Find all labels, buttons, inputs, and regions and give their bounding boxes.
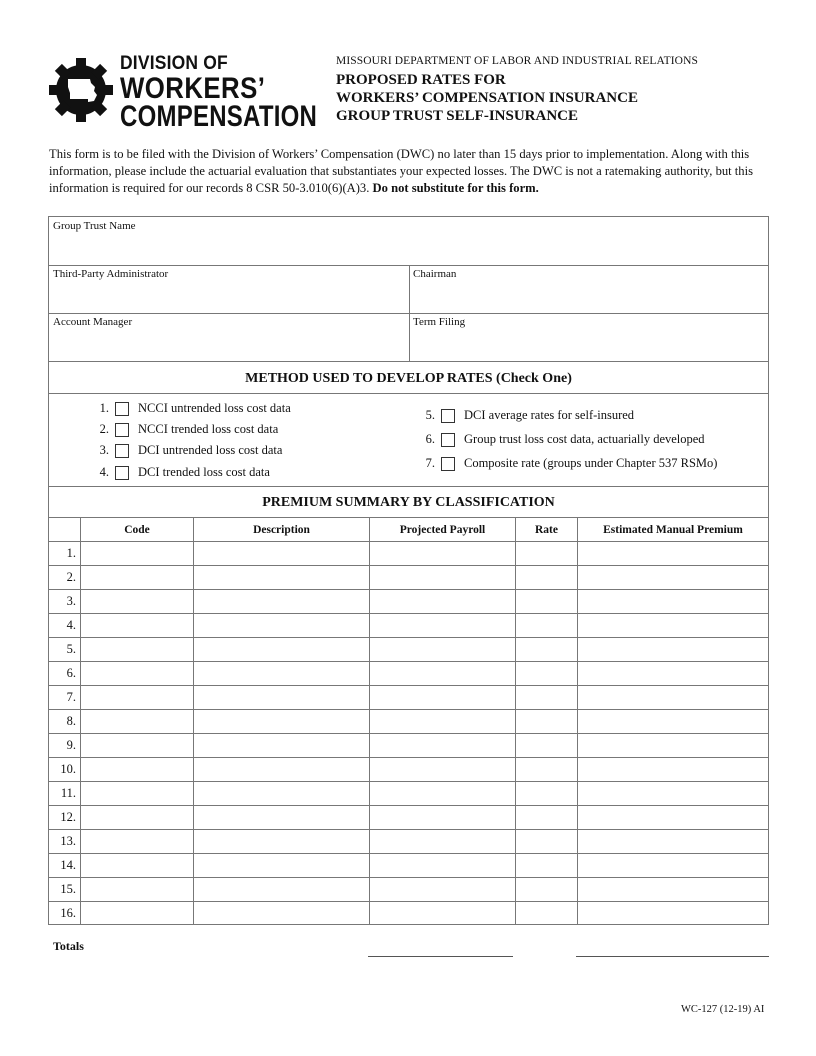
cell-description[interactable] xyxy=(194,734,368,756)
cell-rate[interactable] xyxy=(516,758,576,780)
cell-projected-payroll[interactable] xyxy=(370,878,514,900)
checkbox-1[interactable] xyxy=(115,402,129,416)
logo-line-3: COMPENSATION xyxy=(120,100,318,133)
row-number: 5. xyxy=(66,642,76,656)
cell-estimated-manual-premium[interactable] xyxy=(578,686,767,708)
cell-projected-payroll[interactable] xyxy=(370,830,514,852)
method-option-1 xyxy=(93,401,291,416)
column-header-description: Description xyxy=(253,524,310,536)
option-number: 7. xyxy=(425,456,435,470)
row-number: 16. xyxy=(60,906,76,920)
cell-projected-payroll[interactable] xyxy=(370,710,514,732)
tpa-field[interactable] xyxy=(49,266,409,313)
total-payroll-line[interactable] xyxy=(368,956,513,957)
cell-rate[interactable] xyxy=(516,566,576,588)
method-option-2 xyxy=(93,422,278,437)
cell-code[interactable] xyxy=(81,638,192,660)
cell-estimated-manual-premium[interactable] xyxy=(578,854,767,876)
option-label: DCI untrended loss cost data xyxy=(138,443,283,457)
cell-code[interactable] xyxy=(81,542,192,564)
cell-estimated-manual-premium[interactable] xyxy=(578,590,767,612)
cell-code[interactable] xyxy=(81,902,192,924)
group-trust-name-label: Group Trust Name xyxy=(53,220,136,232)
row-number: 8. xyxy=(66,714,76,728)
row-number: 6. xyxy=(66,666,76,680)
logo-line-2: WORKERS’ xyxy=(120,72,266,105)
cell-code[interactable] xyxy=(81,734,192,756)
cell-projected-payroll[interactable] xyxy=(370,638,514,660)
cell-description[interactable] xyxy=(194,638,368,660)
option-number: 6. xyxy=(425,432,435,446)
intro-bold-note: Do not substitute for this form. xyxy=(372,181,539,195)
cell-estimated-manual-premium[interactable] xyxy=(578,734,767,756)
cell-estimated-manual-premium[interactable] xyxy=(578,806,767,828)
form-number: WC-127 (12-19) AI xyxy=(681,1004,765,1015)
logo-line-1: DIVISION OF xyxy=(120,53,228,74)
method-option-7 xyxy=(419,456,717,471)
cell-description[interactable] xyxy=(194,614,368,636)
cell-projected-payroll[interactable] xyxy=(370,782,514,804)
premium-heading: PREMIUM SUMMARY BY CLASSIFICATION xyxy=(262,495,555,510)
cell-projected-payroll[interactable] xyxy=(370,614,514,636)
cell-estimated-manual-premium[interactable] xyxy=(578,830,767,852)
method-option-4 xyxy=(93,465,270,480)
cell-code[interactable] xyxy=(81,662,192,684)
cell-projected-payroll[interactable] xyxy=(370,854,514,876)
cell-projected-payroll[interactable] xyxy=(370,734,514,756)
cell-projected-payroll[interactable] xyxy=(370,686,514,708)
cell-rate[interactable] xyxy=(516,710,576,732)
row-number: 11. xyxy=(60,786,76,800)
cell-projected-payroll[interactable] xyxy=(370,758,514,780)
option-label: Group trust loss cost data, actuarially developed xyxy=(464,432,705,446)
divider xyxy=(409,265,410,361)
cell-rate[interactable] xyxy=(516,878,576,900)
row-number: 4. xyxy=(66,618,76,632)
cell-description[interactable] xyxy=(194,566,368,588)
cell-rate[interactable] xyxy=(516,782,576,804)
cell-estimated-manual-premium[interactable] xyxy=(578,758,767,780)
form-title xyxy=(336,71,638,125)
cell-rate[interactable] xyxy=(516,614,576,636)
cell-estimated-manual-premium[interactable] xyxy=(578,638,767,660)
totals-label: Totals xyxy=(53,939,84,953)
column-header-code: Code xyxy=(124,524,150,536)
total-premium-line[interactable] xyxy=(576,956,769,957)
row-number: 2. xyxy=(66,570,76,584)
cell-rate[interactable] xyxy=(516,902,576,924)
checkbox-7[interactable] xyxy=(441,457,455,471)
cell-description[interactable] xyxy=(194,854,368,876)
cell-projected-payroll[interactable] xyxy=(370,806,514,828)
cell-estimated-manual-premium[interactable] xyxy=(578,566,767,588)
row-number: 1. xyxy=(66,546,76,560)
dwc-logo xyxy=(48,52,318,133)
cell-description[interactable] xyxy=(194,830,368,852)
cell-description[interactable] xyxy=(194,758,368,780)
title-line-3: GROUP TRUST SELF-INSURANCE xyxy=(336,108,578,124)
option-label: DCI trended loss cost data xyxy=(138,465,270,479)
row-number: 12. xyxy=(60,810,76,824)
row-number: 10. xyxy=(60,762,76,776)
chairman-label: Chairman xyxy=(413,268,457,280)
logo-wordmark xyxy=(120,54,366,132)
cell-projected-payroll[interactable] xyxy=(370,590,514,612)
cell-estimated-manual-premium[interactable] xyxy=(578,542,767,564)
department-name: MISSOURI DEPARTMENT OF LABOR AND INDUSTRIAL RELATIONS xyxy=(336,55,698,67)
cell-code[interactable] xyxy=(81,782,192,804)
column-header-rate: Rate xyxy=(535,524,558,536)
column-header-projected-payroll: Projected Payroll xyxy=(399,524,486,536)
row-number: 14. xyxy=(60,858,76,872)
cell-rate[interactable] xyxy=(516,638,576,660)
chairman-field[interactable] xyxy=(410,266,768,313)
title-line-2: WORKERS’ COMPENSATION INSURANCE xyxy=(336,90,638,106)
method-option-5 xyxy=(419,408,634,423)
option-number: 3. xyxy=(99,443,109,457)
checkbox-2[interactable] xyxy=(115,423,129,437)
cell-rate[interactable] xyxy=(516,830,576,852)
cell-description[interactable] xyxy=(194,878,368,900)
cell-rate[interactable] xyxy=(516,542,576,564)
cell-projected-payroll[interactable] xyxy=(370,662,514,684)
term-filing-field[interactable] xyxy=(410,314,768,361)
form-table xyxy=(48,216,769,925)
cell-projected-payroll[interactable] xyxy=(370,902,514,924)
checkbox-4[interactable] xyxy=(115,466,129,480)
option-number: 1. xyxy=(99,401,109,415)
option-number: 5. xyxy=(425,408,435,422)
method-heading: METHOD USED TO DEVELOP RATES (Check One) xyxy=(245,371,572,386)
title-line-1: PROPOSED RATES FOR xyxy=(336,72,506,88)
cell-description[interactable] xyxy=(194,662,368,684)
cell-estimated-manual-premium[interactable] xyxy=(578,710,767,732)
option-label: Composite rate (groups under Chapter 537 RSMo) xyxy=(464,456,718,470)
divider xyxy=(49,361,768,362)
cell-estimated-manual-premium[interactable] xyxy=(578,782,767,804)
cell-description[interactable] xyxy=(194,782,368,804)
option-label: NCCI untrended loss cost data xyxy=(138,401,291,415)
cell-code[interactable] xyxy=(81,566,192,588)
cell-rate[interactable] xyxy=(516,734,576,756)
cell-code[interactable] xyxy=(81,806,192,828)
option-number: 4. xyxy=(99,465,109,479)
divider xyxy=(49,517,768,518)
method-option-6 xyxy=(419,432,705,447)
cell-description[interactable] xyxy=(194,902,368,924)
option-label: NCCI trended loss cost data xyxy=(138,422,279,436)
cell-projected-payroll[interactable] xyxy=(370,566,514,588)
account-manager-label: Account Manager xyxy=(53,316,133,328)
cell-code[interactable] xyxy=(81,854,192,876)
gear-missouri-icon xyxy=(48,57,114,123)
cell-estimated-manual-premium[interactable] xyxy=(578,662,767,684)
cell-code[interactable] xyxy=(81,758,192,780)
option-label: DCI average rates for self-insured xyxy=(464,408,635,422)
tpa-label: Third-Party Administrator xyxy=(53,268,169,280)
row-number: 15. xyxy=(60,882,76,896)
checkbox-3[interactable] xyxy=(115,444,129,458)
group-trust-name-field[interactable] xyxy=(49,217,768,265)
cell-code[interactable] xyxy=(81,710,192,732)
cell-code[interactable] xyxy=(81,590,192,612)
intro-paragraph xyxy=(49,146,769,197)
cell-rate[interactable] xyxy=(516,662,576,684)
cell-rate[interactable] xyxy=(516,854,576,876)
cell-description[interactable] xyxy=(194,590,368,612)
cell-description[interactable] xyxy=(194,710,368,732)
cell-estimated-manual-premium[interactable] xyxy=(578,614,767,636)
cell-description[interactable] xyxy=(194,542,368,564)
cell-rate[interactable] xyxy=(516,686,576,708)
term-filing-label: Term Filing xyxy=(413,316,466,328)
row-number: 7. xyxy=(66,690,76,704)
cell-estimated-manual-premium[interactable] xyxy=(578,902,767,924)
row-number: 13. xyxy=(60,834,76,848)
cell-description[interactable] xyxy=(194,686,368,708)
column-header-estimated-manual-premium: Estimated Manual Premium xyxy=(603,524,743,536)
cell-rate[interactable] xyxy=(516,590,576,612)
cell-rate[interactable] xyxy=(516,806,576,828)
row-number: 3. xyxy=(66,594,76,608)
method-option-3 xyxy=(93,443,282,458)
cell-code[interactable] xyxy=(81,830,192,852)
divider xyxy=(49,486,768,487)
account-manager-field[interactable] xyxy=(49,314,409,361)
cell-code[interactable] xyxy=(81,614,192,636)
checkbox-6[interactable] xyxy=(441,433,455,447)
cell-code[interactable] xyxy=(81,686,192,708)
divider xyxy=(49,393,768,394)
intro-text: This form is to be filed with the Division of Workers’ Compensation (DWC) no later than 15 days prior to implementation. Along with this information, please include the actuarial evaluation that substantiates your expected losses. The DWC is not a ratemaking authority, but this information is required for our records 8 CSR 50-3.010(6)(A)3. xyxy=(49,147,754,195)
cell-description[interactable] xyxy=(194,806,368,828)
cell-projected-payroll[interactable] xyxy=(370,542,514,564)
row-number: 9. xyxy=(66,738,76,752)
option-number: 2. xyxy=(99,422,109,436)
cell-estimated-manual-premium[interactable] xyxy=(578,878,767,900)
checkbox-5[interactable] xyxy=(441,409,455,423)
cell-code[interactable] xyxy=(81,878,192,900)
